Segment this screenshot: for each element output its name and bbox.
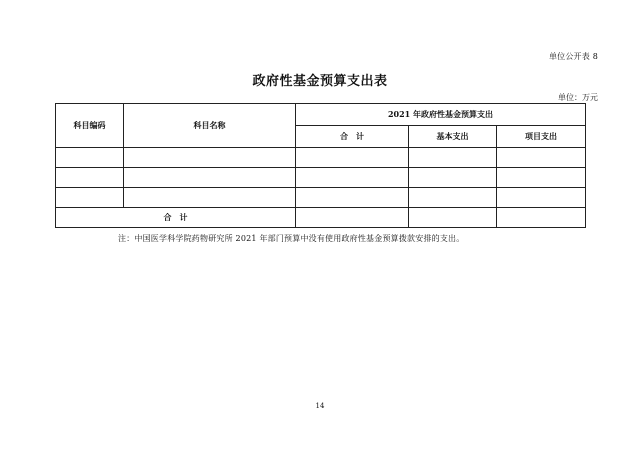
table-cell xyxy=(56,188,124,208)
header-subject-name: 科目名称 xyxy=(124,104,296,148)
table-cell xyxy=(497,188,586,208)
table-cell xyxy=(296,168,409,188)
table-row xyxy=(56,188,586,208)
form-number: 单位公开表 8 xyxy=(548,52,598,61)
header-group-title: 2021 年政府性基金预算支出 xyxy=(296,104,586,126)
total-label: 合 计 xyxy=(56,208,296,228)
table-cell xyxy=(409,148,497,168)
page-title: 政府性基金预算支出表 xyxy=(252,74,388,89)
footnote: 注：中国医学科学院药物研究所 2021 年部门预算中没有使用政府性基金预算拨款安排的支出。 xyxy=(118,234,465,243)
table-cell xyxy=(497,148,586,168)
total-project-value xyxy=(497,208,586,228)
table-row xyxy=(56,168,586,188)
table-cell xyxy=(124,188,296,208)
table-cell xyxy=(124,148,296,168)
table-cell xyxy=(409,168,497,188)
table-cell xyxy=(124,168,296,188)
unit-label: 单位：万元 xyxy=(558,93,598,102)
header-row-1 xyxy=(56,104,586,126)
budget-table xyxy=(55,103,586,228)
table-cell xyxy=(296,188,409,208)
header-project-expenditure: 项目支出 xyxy=(497,126,586,148)
table-cell xyxy=(409,188,497,208)
header-subject-code: 科目编码 xyxy=(56,104,124,148)
table-cell xyxy=(296,148,409,168)
table-cell xyxy=(497,168,586,188)
header-total: 合 计 xyxy=(296,126,409,148)
total-row xyxy=(56,208,586,228)
total-basic-value xyxy=(409,208,497,228)
page-number: 14 xyxy=(315,402,325,410)
table-row xyxy=(56,148,586,168)
table-cell xyxy=(56,148,124,168)
total-value xyxy=(296,208,409,228)
table-cell xyxy=(56,168,124,188)
header-basic-expenditure: 基本支出 xyxy=(409,126,497,148)
